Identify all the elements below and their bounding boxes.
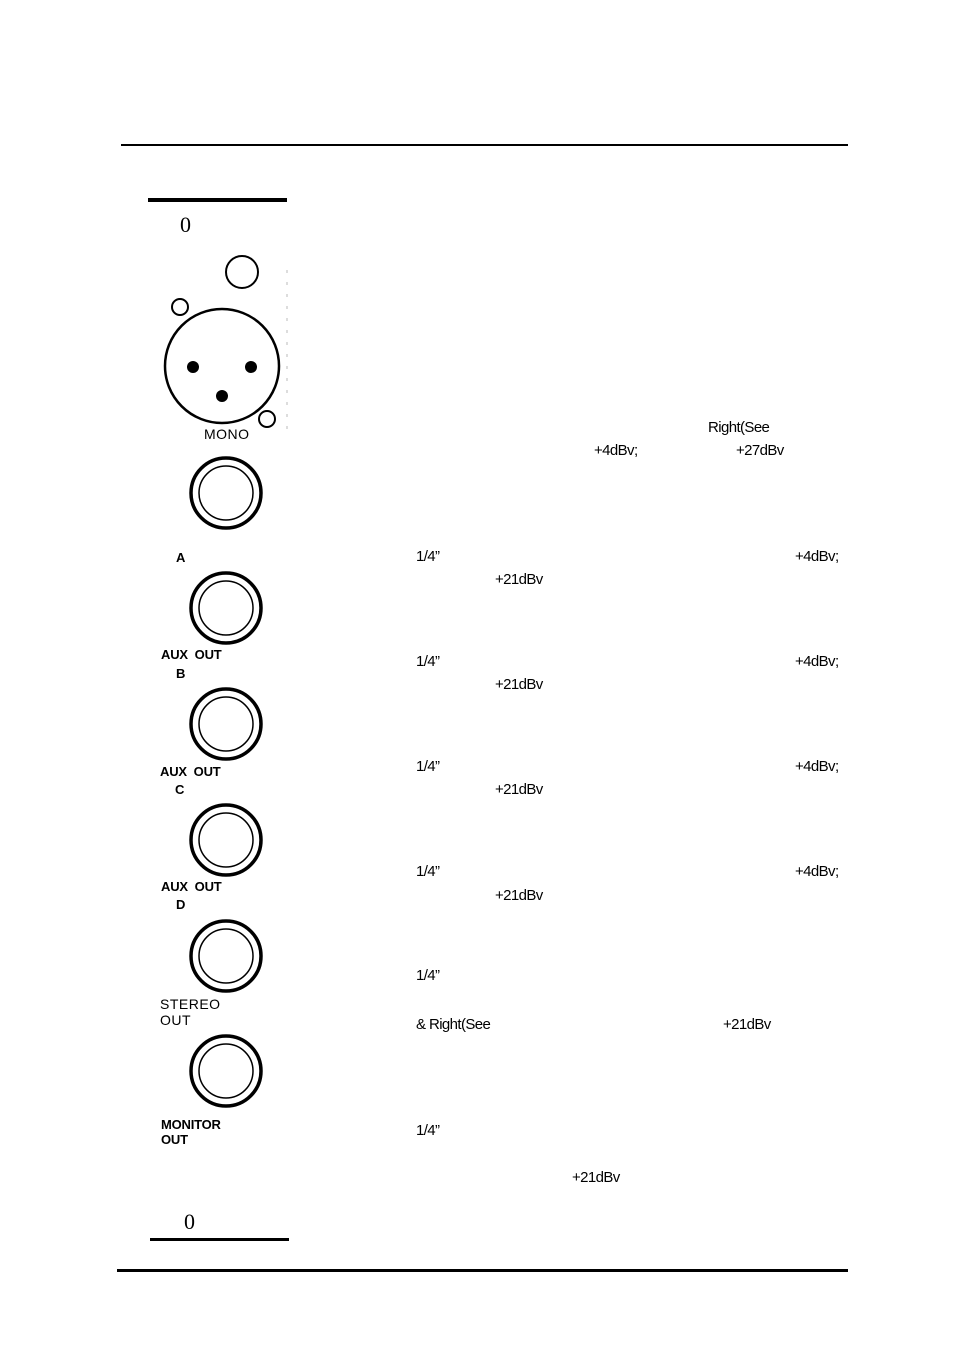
jack-aux-c [189,801,263,879]
panel-top-bar [148,198,287,202]
jack-aux-a [189,569,263,647]
xlr-label: MONO [204,426,250,442]
jack-unlabeled [189,454,263,532]
aux-c-label-line1: AUX OUT [160,764,221,779]
stereo-size: 1/4” [416,967,440,984]
aux-b-label-line2: B [176,666,186,681]
jack-aux-b [189,685,263,763]
aux-d-nominal: +4dBv; [795,863,839,880]
aux-a-max: +21dBv [495,571,543,588]
aux-c-label-line2: C [175,782,185,797]
aux-b-nominal: +4dBv; [795,653,839,670]
aux-d-label-line1: AUX OUT [161,879,222,894]
aux-b-label-line1: AUX OUT [161,647,222,662]
aux-a-size: 1/4” [416,548,440,565]
aux-c-max: +21dBv [495,781,543,798]
stereo-label-line2: OUT [160,1012,192,1028]
stereo-label-line1: STEREO [160,996,221,1012]
header-rule [121,144,848,146]
aux-c-nominal: +4dBv; [795,758,839,775]
aux-a-nominal: +4dBv; [795,548,839,565]
aux-a-label-line2: A [176,550,186,565]
panel-bottom-bar [150,1238,289,1241]
mono-max: +27dBv [736,442,784,459]
mono-right-see: Right(See [708,419,770,436]
aux-d-size: 1/4” [416,863,440,880]
stereo-max: +21dBv [723,1016,771,1033]
xlr-connector [160,250,292,445]
aux-d-max: +21dBv [495,887,543,904]
mono-nominal: +4dBv; [594,442,638,459]
monitor-label-line1: MONITOR [161,1117,221,1132]
jack-aux-d [189,917,263,995]
aux-d-label-line2: D [176,897,186,912]
aux-b-size: 1/4” [416,653,440,670]
stereo-right-see: & Right(See [416,1016,491,1033]
monitor-max: +21dBv [572,1169,620,1186]
monitor-size: 1/4” [416,1122,440,1139]
jack-stereo-out [189,1032,263,1110]
aux-b-max: +21dBv [495,676,543,693]
panel-top-digit: 0 [180,212,191,237]
aux-c-size: 1/4” [416,758,440,775]
panel-bottom-digit: 0 [184,1209,195,1234]
monitor-label-line2: OUT [161,1132,188,1147]
footer-rule [117,1269,848,1272]
